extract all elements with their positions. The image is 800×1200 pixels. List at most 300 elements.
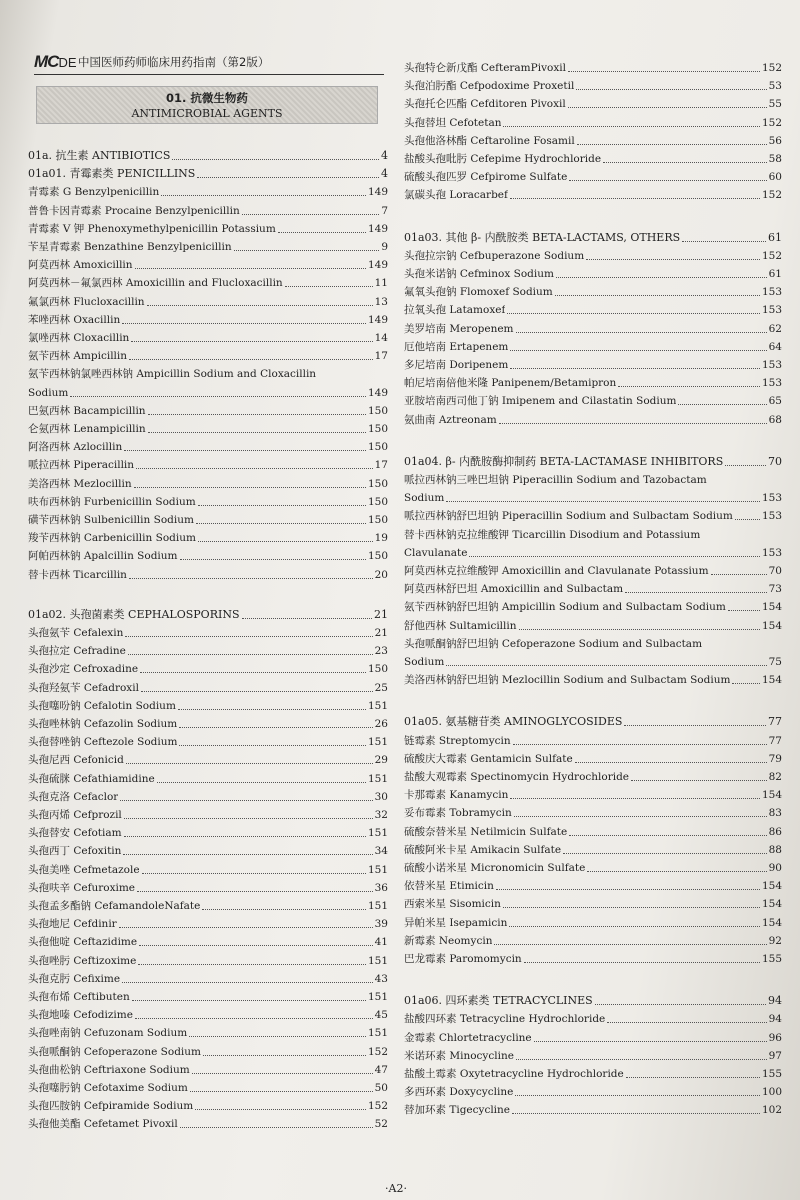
toc-entry-title: 头孢噻吩钠 Cefalotin Sodium [28,699,176,712]
dot-leader [161,195,366,196]
toc-entry-title: 头孢拉宗钠 Cefbuperazone Sodium [404,249,585,262]
toc-entry [404,151,782,167]
dot-leader [140,672,366,673]
toc-entry-title: 金霉素 Chlortetracycline [404,1031,532,1044]
toc-entry [28,494,388,510]
toc-entry [28,752,388,768]
toc-page-number: 151 [367,954,388,967]
toc-entry-title: 磺苄西林钠 Sulbenicillin Sodium [28,514,194,526]
toc-entry [28,643,388,659]
toc-page-number: 61 [768,268,782,280]
toc-page-number: 154 [761,898,782,911]
toc-page-number: 47 [374,1063,388,1076]
dot-leader [178,709,366,710]
toc-page-number: 94 [768,994,782,1008]
toc-page-number: 29 [374,754,388,767]
toc-entry-title: 硫酸阿米卡星 Amikacin Sulfate [404,843,562,856]
toc-entry [404,412,782,428]
toc-entry-title: 异帕米星 Isepamicin [404,916,508,929]
toc-entry [28,403,388,419]
dot-leader [242,618,373,619]
dot-leader [512,1113,760,1114]
toc-entry [404,1102,782,1118]
toc-page-number: 96 [768,1031,782,1044]
toc-entry-title: 头孢尼西 Cefonicid [28,754,124,767]
toc-entry-title: 头孢他美酯 Cefetamet Pivoxil [28,1118,178,1131]
toc-page-number: 88 [768,843,782,856]
dot-leader [507,313,760,314]
toc-entry [404,1066,782,1082]
toc-page-number: 149 [367,259,388,272]
toc-entry-title: 头孢匹胺钠 Cefpiramide Sodium [28,1100,194,1113]
toc-page-number: 21 [374,607,388,621]
dot-leader [135,1018,373,1019]
toc-entry-title: 头孢替坦 Cefotetan [404,116,502,129]
dot-leader [626,1077,760,1078]
toc-page-number: 154 [761,880,782,893]
toc-entry-title: 硫酸小诺米星 Micronomicin Sulfate [404,862,586,874]
toc-entry-title: 氟氯西林 Flucloxacillin [28,295,145,308]
dot-leader [682,241,766,242]
dot-leader [142,873,366,874]
toc-entry [404,1011,782,1027]
toc-entry-title: 舒他西林 Sultamicillin [404,619,517,632]
toc-page-number: 90 [768,862,782,874]
toc-page-number: 92 [768,934,782,947]
toc-entry-title: 厄他培南 Ertapenem [404,340,509,353]
toc-entry [28,1116,388,1132]
toc-entry-title: 新霉素 Neomycin [404,934,493,947]
toc-entry [404,1084,782,1100]
toc-entry [404,733,782,749]
toc-entry-title: 头孢托仑匹酯 Cefditoren Pivoxil [404,98,566,111]
dot-leader [514,816,767,817]
dot-leader [618,386,760,387]
toc-entry-title: 呋布西林钠 Furbenicillin Sodium [28,495,196,508]
toc-page-number: 21 [374,627,388,639]
toc-entry-title: 头孢曲松钠 Ceftriaxone Sodium [28,1063,190,1076]
toc-page-number: 154 [761,789,782,802]
toc-page-number: 153 [761,510,782,523]
toc-page-number: 58 [768,153,782,165]
toc-entry-title: 头孢唑林钠 Cefazolin Sodium [28,718,178,730]
dot-leader [513,744,767,745]
toc-entry [404,302,782,318]
toc-section-heading [28,607,388,623]
dot-leader [568,107,767,108]
toc-page-number: 56 [768,134,782,147]
chapter-title-zh: 01. 抗微生物药 [166,91,248,105]
toc-entry [404,842,782,858]
running-header [34,52,384,75]
toc-entry-title: 头孢替安 Cefotiam [28,827,122,840]
toc-entry [404,618,782,634]
toc-entry [404,490,782,506]
toc-page-number: 45 [374,1009,388,1022]
toc-page-number: 75 [768,656,782,668]
toc-entry [404,878,782,894]
dot-leader [631,780,767,781]
toc-entry-title: Clavulanate [404,546,468,559]
dot-leader [195,1109,366,1110]
toc-entry-title: 美洛西林钠舒巴坦钠 Mezlocillin Sodium and Sulbactam Sodium [404,674,731,687]
toc-page-number: 77 [768,734,782,747]
toc-entry [404,393,782,409]
toc-entry [28,916,388,932]
dot-leader [586,259,760,260]
toc-entry-title: 青霉素 V 钾 Phenoxymethylpenicillin Potassium [28,222,276,235]
dot-leader [577,144,767,145]
toc-page-number: 82 [768,771,782,783]
toc-section-heading [28,148,388,164]
toc-entry-title: 替卡西林 Ticarcillin [28,568,127,581]
dot-leader [141,691,373,692]
toc-entry-title: 头孢米诺钠 Cefminox Sodium [404,268,554,280]
dot-leader [119,927,373,928]
dot-leader [124,836,366,837]
toc-page-number: 151 [367,827,388,840]
toc-entry [404,321,782,337]
book-title: 中国医师药师临床用药指南（第2版） [78,55,270,69]
toc-page-number: 73 [768,583,782,596]
toc-entry-title: 氨苄西林钠舒巴坦钠 Ampicillin Sodium and Sulbactam Sodium [404,601,726,614]
toc-page-number: 149 [367,186,388,199]
toc-entry [28,1044,388,1060]
toc-section-heading [404,454,782,470]
dot-leader [135,268,366,269]
toc-page-number: 83 [768,807,782,820]
toc-entry-title: 氨苄西林 Ampicillin [28,350,128,363]
toc-entry [404,187,782,203]
toc-entry-title: 普鲁卡因青霉素 Procaine Benzylpenicillin [28,204,240,217]
toc-page-number: 150 [367,477,388,490]
toc-entry [28,1062,388,1078]
toc-page-number: 155 [761,953,782,965]
toc-entry-title: 氯碳头孢 Loracarbef [404,189,508,202]
toc-entry [28,953,388,969]
toc-page-number: 17 [374,459,388,472]
toc-entry-title: 羧苄西林钠 Carbenicillin Sodium [28,532,196,545]
toc-entry-title: 氯唑西林 Cloxacillin [28,332,130,344]
dot-leader [179,727,372,728]
dot-leader [128,654,373,655]
toc-entry-title: 硫酸奈替米星 Netilmicin Sulfate [404,825,568,838]
toc-page-number: 154 [761,916,782,929]
dot-leader [278,232,366,233]
toc-entry-title: 头孢他啶 Ceftazidime [28,936,138,949]
toc-page-number: 149 [367,313,388,326]
toc-entry [28,312,388,328]
dot-leader [519,629,760,630]
toc-entry [404,1048,782,1064]
toc-page-number: 153 [761,377,782,390]
toc-entry-title: 头孢克肟 Cefixime [28,972,121,985]
dot-leader [516,1059,767,1060]
toc-entry [28,239,388,255]
toc-entry-title: 苯唑西林 Oxacillin [28,313,121,326]
toc-page-number: 154 [761,674,782,687]
toc-entry-title: 硫酸庆大霉素 Gentamicin Sulfate [404,752,573,765]
toc-entry [28,567,388,583]
toc-entry [404,860,782,876]
toc-entry-title: 头孢沙定 Cefroxadine [28,663,139,676]
page-number: ·A2· [385,1182,407,1195]
toc-page-number: 150 [367,550,388,563]
toc-page-number: 77 [768,715,782,729]
toc-page-number: 11 [374,277,388,290]
toc-entry [28,771,388,787]
toc-entry-title: 硫酸头孢匹罗 Cefpirome Sulfate [404,171,568,184]
toc-entry [28,880,388,896]
toc-entry [28,862,388,878]
dot-leader [555,295,760,296]
toc-page-number: 151 [367,863,388,876]
dot-leader [725,465,766,466]
toc-entry-title: 头孢他洛林酯 Ceftaroline Fosamil [404,134,575,147]
toc-entry-title: 巴龙霉素 Paromomycin [404,953,522,965]
dot-leader [139,945,373,946]
toc-entry [28,1025,388,1041]
dot-leader [728,610,760,611]
toc-page-number: 25 [374,681,388,694]
toc-entry-title: 巴氨西林 Bacampicillin [28,404,146,417]
toc-entry-title: 头孢哌酮钠 Cefoperazone Sodium [28,1045,201,1058]
dot-leader [192,1073,373,1074]
toc-entry [404,915,782,931]
toc-entry [404,133,782,149]
toc-entry-title: Sodium [28,386,69,399]
dot-leader [131,341,372,342]
dot-leader [534,1041,767,1042]
dot-leader [138,964,366,965]
dot-leader [198,541,373,542]
toc-entry-title: 头孢布烯 Ceftibuten [28,991,130,1003]
dot-leader [198,505,366,506]
dot-leader [575,762,767,763]
dot-leader [678,404,766,405]
toc-entry [28,807,388,823]
dot-leader [603,162,767,163]
toc-entry-title: 哌拉西林钠舒巴坦钠 Piperacillin Sodium and Sulbactam Sodium [404,510,733,523]
dot-leader [190,1091,373,1092]
toc-entry-title: 头孢西丁 Cefoxitin [28,845,122,858]
toc-entry-title: 氨苄西林钠氯唑西林钠 Ampicillin Sodium and Cloxacillin [28,368,317,381]
dot-leader [515,1095,760,1096]
toc-section-heading [28,166,388,182]
toc-entry-title: 头孢羟氨苄 Cefadroxil [28,681,139,694]
toc-page-number: 19 [374,532,388,545]
toc-page-number: 50 [374,1082,388,1094]
toc-entry [28,625,388,641]
dot-leader [196,523,366,524]
toc-entry-title: 头孢硫脒 Cefathiamidine [28,772,155,785]
toc-entry-title: 阿洛西林 Azlocillin [28,441,123,454]
toc-entry [28,257,388,273]
toc-entry-title: 01a05. 氨基糖苷类 AMINOGLYCOSIDES [404,715,623,729]
dot-leader [446,665,766,666]
toc-entry [28,512,388,528]
dot-leader [568,71,760,72]
toc-entry-title: 哌拉西林 Piperacillin [28,459,135,472]
toc-page-number: 153 [761,359,782,371]
toc-entry [28,330,388,346]
toc-entry-title: 头孢哌酮钠舒巴坦钠 Cefoperazone Sodium and Sulbactam [404,637,703,650]
toc-entry [404,375,782,391]
toc-entry [28,1080,388,1096]
toc-page-number: 17 [374,350,388,363]
dot-leader [510,798,760,799]
toc-entry-title: 头孢丙烯 Cefprozil [28,809,122,821]
toc-entry [28,789,388,805]
dot-leader [732,683,760,684]
toc-entry [28,989,388,1005]
dot-leader [125,636,372,637]
toc-page-number: 26 [374,718,388,730]
toc-entry [28,898,388,914]
toc-section-heading [404,993,782,1009]
toc-entry [28,548,388,564]
toc-entry [28,457,388,473]
dot-leader [129,359,373,360]
toc-entry [404,545,782,561]
toc-entry-title: 盐酸大观霉素 Spectinomycin Hydrochloride [404,771,630,783]
toc-page-number: 7 [381,204,388,217]
toc-entry-title: 阿帕西林钠 Apalcillin Sodium [28,550,178,563]
toc-page-number: 151 [367,991,388,1003]
toc-page-number: 14 [374,332,388,344]
toc-page-number: 53 [768,80,782,93]
toc-page-number: 152 [367,1045,388,1058]
toc-entry-title: 头孢替唑钠 Ceftezole Sodium [28,736,178,749]
dot-leader [510,198,760,199]
dot-leader [180,1127,373,1128]
toc-page-number: 70 [768,565,782,577]
toc-page-number: 154 [761,619,782,632]
dot-leader [711,574,767,575]
toc-entry-title: 亚胺培南西司他丁钠 Imipenem and Cilastatin Sodium [404,395,677,408]
dot-leader [242,214,380,215]
dot-leader [147,305,373,306]
toc-page-number: 23 [374,645,388,658]
toc-page-number: 43 [374,972,388,985]
toc-entry [28,385,388,401]
dot-leader [134,487,366,488]
toc-entry-title: 01a04. β- 内酰胺酶抑制药 BETA-LACTAMASE INHIBITORS [404,454,724,468]
toc-entry [28,1007,388,1023]
toc-page-number: 153 [761,286,782,299]
toc-page-number: 153 [761,492,782,505]
dot-leader [446,501,760,502]
toc-page-number: 155 [761,1068,782,1080]
toc-entry [404,115,782,131]
toc-page-number: 20 [374,568,388,581]
toc-page-number: 154 [761,601,782,614]
toc-entry [28,680,388,696]
toc-entry [404,599,782,615]
toc-entry [28,366,388,382]
toc-entry [404,672,782,688]
toc-entry [28,275,388,291]
toc-entry-title: 01a02. 头孢菌素类 CEPHALOSPORINS [28,607,240,621]
toc-page-number: 32 [374,809,388,821]
dot-leader [179,745,365,746]
toc-entry [404,896,782,912]
toc-entry [404,60,782,76]
toc-entry [28,184,388,200]
toc-page-number: 52 [374,1118,388,1131]
dot-leader [516,332,767,333]
dot-leader [148,432,366,433]
toc-entry [404,654,782,670]
toc-entry-title: 盐酸土霉素 Oxytetracycline Hydrochloride [404,1068,624,1080]
chapter-banner [36,86,378,124]
toc-page-number: 150 [367,514,388,526]
toc-entry [28,734,388,750]
toc-page-number: 86 [768,825,782,838]
toc-entry [28,971,388,987]
toc-entry-title: 替卡西林钠克拉维酸钾 Ticarcillin Disodium and Potassium [404,528,701,541]
toc-entry [28,476,388,492]
toc-page-number: 100 [761,1086,782,1099]
toc-page-number: 152 [761,62,782,74]
toc-entry-title: 头孢氨苄 Cefalexin [28,627,124,639]
toc-page-number: 61 [768,230,782,244]
toc-entry [28,825,388,841]
dot-leader [120,800,372,801]
toc-entry-title: 依替米星 Etimicin [404,880,494,893]
dot-leader [595,1004,766,1005]
toc-entry-title: 头孢地嗪 Cefodizime [28,1009,133,1022]
toc-entry [404,284,782,300]
dot-leader [129,578,373,579]
dot-leader [202,909,366,910]
dot-leader [499,423,767,424]
toc-page-number: 94 [768,1013,782,1026]
dot-leader [469,556,760,557]
toc-entry-title: 头孢克洛 Cefaclor [28,790,119,803]
toc-page-number: 151 [367,736,388,749]
toc-entry-title: 阿莫西林克拉维酸钾 Amoxicillin and Clavulanate Potassium [404,565,709,577]
dot-leader [148,414,366,415]
toc-entry-title: 01a. 抗生素 ANTIBIOTICS [28,149,171,162]
toc-entry-title: 01a01. 青霉素类 PENICILLINS [28,167,196,181]
toc-entry-title: 仑氨西林 Lenampicillin [28,423,146,435]
toc-page-number: 4 [381,149,388,162]
toc-page-number: 97 [768,1049,782,1062]
toc-page-number: 150 [367,404,388,417]
dot-leader [234,250,380,251]
toc-entry [404,248,782,264]
toc-entry [404,96,782,112]
toc-entry-title: 苄星青霉素 Benzathine Benzylpenicillin [28,241,232,253]
dot-leader [563,853,767,854]
toc-entry-title: 拉氧头孢 Latamoxef [404,304,506,317]
toc-page-number: 151 [367,772,388,785]
toc-entry [404,1030,782,1046]
toc-entry [28,698,388,714]
toc-page-number: 153 [761,304,782,317]
dot-leader [180,559,366,560]
toc-entry-title: 哌拉西林钠三唑巴坦钠 Piperacillin Sodium and Tazobactam [404,474,707,486]
toc-entry [404,508,782,524]
toc-section-heading [404,714,782,730]
dot-leader [587,871,766,872]
toc-entry-title: 替加环素 Tigecycline [404,1104,511,1117]
toc-entry-title: 青霉素 G Benzylpenicillin [28,186,160,199]
toc-page-number: 68 [768,413,782,426]
dot-leader [556,277,767,278]
toc-entry-title: 头孢噻肟钠 Cefotaxime Sodium [28,1082,188,1094]
